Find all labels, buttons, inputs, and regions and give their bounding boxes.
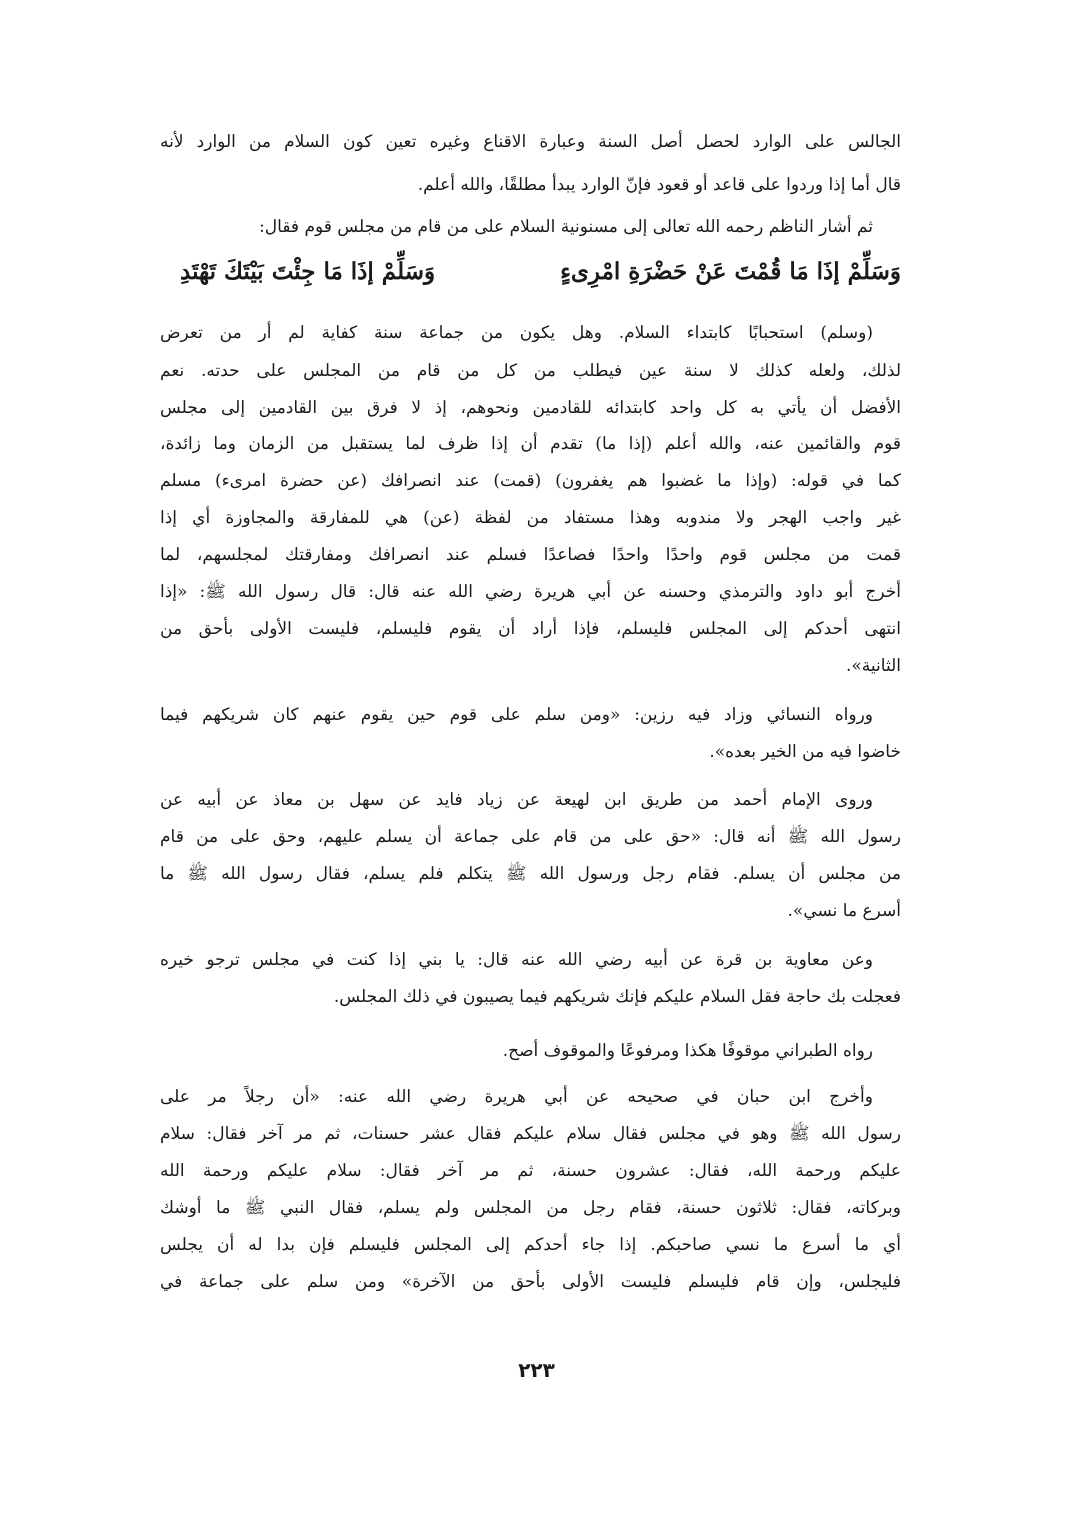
text-line: فليجلس، وإن قام فليسلم فليست الأولى بأحق من الآخرة» ومن سلم على جماعة في <box>160 1272 901 1292</box>
text-line: ورواه النسائي وزاد فيه رزين: «ومن سلم على قوم حين يقوم عنهم كان شريكهم فيما <box>160 705 873 725</box>
text-line: كما في قوله: (وإذا ما غضبوا هم يغفرون) (قمت) عند انصرافك (عن حضرة امرىء) مسلم <box>160 471 901 491</box>
text-line: الجالس على الوارد لحصل أصل السنة وعبارة الاقناع وغيره تعين كون السلام من الوارد لأنه <box>160 132 901 152</box>
text-line: الثانية». <box>846 656 901 676</box>
text-line: الأفضل أن يأتي به كل واحد كابتدائه للقادمين ونحوهم، إذ لا فرق بين القادمين إلى مجلس <box>160 398 901 418</box>
text-line: (وسلم) استحبابًا كابتداء السلام. وهل يكون من جماعة سنة كفاية لم أر من تعرض <box>160 323 873 343</box>
text-line: غير واجب الهجر ولا مندوبه وهذا مستفاد من لفظة (عن) هي للمفارقة والمجاوزة أي إذا <box>160 508 901 528</box>
text-line: قال أما إذا وردوا على قاعد أو قعود فإنّ الوارد يبدأ مطلقًا، والله أعلم. <box>417 175 901 195</box>
text-line: وعن معاوية بن قرة عن أبيه رضي الله عنه قال: يا بني إذا كنت في مجلس ترجو خيره <box>160 950 873 970</box>
text-line: رسول الله ﷺ أنه قال: «حق على من قام على جماعة أن يسلم عليهم، وحق على من قام <box>160 827 901 847</box>
text-line: أي ما أسرع ما نسي صاحبكم. إذا جاء أحدكم إلى المجلس فليسلم فإن بدا له أن يجلس <box>160 1235 901 1255</box>
text-line: وروى الإمام أحمد من طريق ابن لهيعة عن زياد فايد عن سهل بن معاذ عن أبيه عن <box>160 790 873 810</box>
text-line: انتهى أحدكم إلى المجلس فليسلم، فإذا أراد أن يقوم فليسلم، فليست الأولى بأحق من <box>160 619 901 639</box>
verse-second-hemistich: وَسَلِّمْ إذَا مَا جِئْتَ بَيْتَكَ تَهْتَدِ <box>180 258 436 285</box>
text-line: من مجلس أن يسلم. فقام رجل ورسول الله ﷺ يتكلم فلم يسلم، فقال رسول الله ﷺ ما <box>160 864 901 884</box>
poem-verse <box>160 250 901 294</box>
page-number: ٢٢٣ <box>518 1358 555 1382</box>
text-line: عليكم ورحمة الله، فقال: عشرون حسنة، ثم مر آخر فقال: سلام عليكم ورحمة الله <box>160 1161 901 1181</box>
verse-intro: ثم أشار الناظم رحمه الله تعالى إلى مسنونية السلام على من قام من مجلس قوم فقال: <box>259 217 873 237</box>
text-line: رواه الطبراني موقوفًا هكذا ومرفوعًا والموقوف أصح. <box>502 1041 873 1061</box>
verse-first-hemistich: وَسَلِّمْ إذَا مَا قُمْتَ عَنْ حَضْرَةِ امْرِىءٍ <box>560 258 901 285</box>
text-line: أسرع ما نسي». <box>787 901 901 921</box>
text-line: قمت من مجلس قوم واحدًا واحدًا فصاعدًا فسلم عند انصرافك ومفارقتك لمجلسهم، لما <box>160 545 901 565</box>
text-line: وبركاته، فقال: ثلاثون حسنة، فقام رجل من المجلس ولم يسلم، فقال النبي ﷺ ما أوشك <box>160 1198 901 1218</box>
text-line: وأخرج ابن حبان في صحيحه عن أبي هريرة رضي الله عنه: «أن رجلاً مر على <box>160 1087 873 1107</box>
text-line: رسول الله ﷺ وهو في مجلس فقال سلام عليكم فقال عشر حسنات، ثم مر آخر فقال: سلام <box>160 1124 901 1144</box>
text-line: أخرج أبو داود والترمذي وحسنه عن أبي هريرة رضي الله عنه قال: قال رسول الله ﷺ: «إذا <box>160 582 901 602</box>
text-line: لذلك، ولعله كذلك لا سنة عين فيطلب من كل من قام من المجلس على حدته. نعم <box>160 361 901 381</box>
text-line: فعجلت بك حاجة فقل السلام عليكم فإنك شريكهم فيما يصيبون في ذلك المجلس. <box>333 987 901 1007</box>
text-line: خاضوا فيه من الخير بعده». <box>709 742 901 762</box>
text-line: قوم والقائمين عنه، والله أعلم (إذا ما) تقدم أن إذا ظرف لما يستقبل من الزمان وما زائدة، <box>160 434 901 454</box>
